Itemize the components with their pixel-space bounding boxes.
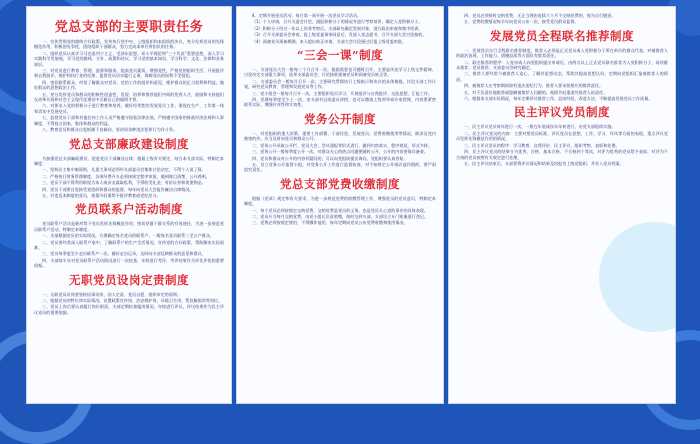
paragraph: 八、教育党员和群众自觉抵制不良倾向，坚决同各种违法犯罪行为作斗争。 <box>42 127 178 133</box>
panel-left <box>26 6 232 404</box>
section-continued <box>456 13 668 25</box>
paragraph: 四、密切联系群众，经常了解群众对党员、党的工作的批评和意见，维护群众的正当权利和利益，做好群众的思想政治工作。 <box>34 79 224 91</box>
panel-right <box>448 6 676 404</box>
paragraph: 三、党小组会一般每月召开一次，主要组织党员学习、开展批评与自我批评、交流思想、汇报工作。 <box>252 90 433 96</box>
paragraph: 二、严格执行财务管理制度，各项经费开支必须按规定程序审批，做到账目清楚、公开透明。 <box>42 173 210 179</box>
paragraph: 三、民主评议党员的程序：学习教育、自我评价、民主评议、组织考察、表彰和处理。 <box>464 142 620 148</box>
paragraph: 一、无职党员设岗要坚持因事设岗、因人定责、党员自愿、组织审定的原则。 <box>42 291 182 297</box>
paragraph: 五、民主评议结束后，支部要将评议情况和结果及时报告上级党组织，并存入党员档案。 <box>464 160 624 166</box>
paragraph: 三、对党员进行教育、管理、监督和服务，提高党员素质，增强党性，严格党的组织生活，开展批评和自我批评，维护和执行党的纪律，监督党员切实履行义务，保障党员的权利不受侵犯。 <box>34 68 224 79</box>
paragraph: 为加强党总支部廉政建设，促进党员干部廉洁自律，根据上级有关规定，结合本支部实际，特制定本制度： <box>34 155 224 166</box>
paragraph: 4、定期开展党员活动，每月第一周开展一次党员学习活动。 <box>252 13 362 18</box>
section-title: 党总支部党费收缴制度 <box>280 176 400 191</box>
paragraph: 四、党课每季度至少上一次，由支部书记或委员讲授，也可以邀请上级领导或专家授课，内容要紧密联系实际，增强针对性和实效性。 <box>244 97 436 108</box>
section-continued <box>244 13 436 44</box>
paragraph: 五、对不负责任地推荐或隐瞒被推荐人问题的，视情节轻重追究推荐人的责任。 <box>464 89 608 95</box>
paragraph: 党员联系户活动是新形势下党员发挥先锋模范作用、密切党群干群关系的有效途径，为进一步规范党员联系户活动，特制定本制度。 <box>34 221 224 232</box>
paragraph: 三、党务公开一般每季度公开一次，对群众关心的热点问题要随时公开，公开的内容要保存备查。 <box>252 149 429 155</box>
section-integrity <box>34 136 224 199</box>
paragraph: （4）预备党员预备期满，本人提出转正申请，支部大会讨论通过后报上级党委审批。 <box>252 38 407 44</box>
section-dues <box>244 176 436 226</box>
paragraph: 六、对要求入党的积极分子进行教育和培养，做好经常性的发展党员工作，重视在生产、工作第一线和青年中发展党员。 <box>34 103 224 114</box>
panel-middle <box>236 6 444 404</box>
section-title: 发展党员全程联名推荐制度 <box>490 28 634 43</box>
paragraph: 三、党员每季度至少走访联系户一次，做好走访记录，及时向支部反映群众的意见和建议。 <box>42 251 206 257</box>
paragraph: 二、党员要经常深入联系户家中，了解联系户的生产生活情况，宣传党的方针政策，帮助解决实际困难。 <box>34 239 224 250</box>
decor-circle-panel <box>599 222 676 332</box>
paragraph: 五、对违反本制度的党员，视情节轻重给予批评教育或党纪处分。 <box>42 192 161 198</box>
paragraph: 一、坚持民主集中制原则，凡重大事项必须经支部委员会集体讨论决定，不得个人说了算。 <box>42 167 206 173</box>
paragraph: 一、对党组织的重大决策、重要工作部署、干部任免、发展党员、党费收缴使用等情况，除涉及党内秘密的外，应当及时向党员和群众公开。 <box>244 130 436 142</box>
section-title: 党务公开制度 <box>304 111 376 126</box>
paragraph: 二、支部委员会一般每月召开一次，主要研究贯彻执行上级指示和决议的具体措施，讨论支部工作计划，研究党员教育、管理和发展党员等工作。 <box>244 78 436 90</box>
paragraph: （2）积极分子经过一年以上培养考察后，支部研究确定发展对象，进行政治审查和集中培训。 <box>252 25 423 31</box>
paragraph: 七、监督党员干部和其他任何工作人员严格遵守国家法律法规，严格遵守国家的财政经济法规和人事制度，不得侵占国家、集体和群众的利益。 <box>34 115 224 126</box>
paragraph: 一、民主评议党员每年进行一次，一般在年底或次年年初进行，由党支部组织实施。 <box>464 124 616 130</box>
section-recommendation <box>456 28 668 102</box>
section-title: 党总支部的主要职责任务 <box>54 20 204 35</box>
paragraph: 根据《党章》规定和有关要求，为进一步规范党费的收缴管理工作，增强党员的党员意识，特制定本制度。 <box>244 195 436 207</box>
paragraph: 四、民主评议党员的结果分为优秀、合格、基本合格、不合格四个等次，对评为优秀的党员给予表彰，对评为不合格的党员按照有关规定进行处理。 <box>456 149 668 160</box>
paragraph: 三、党员干部不得利用职权为本人或亲友谋取私利，不得收受礼金、有价证券和贵重物品。 <box>42 180 206 186</box>
section-title: 党总支部廉政建设制度 <box>69 136 189 151</box>
section-three-meetings <box>244 47 436 108</box>
section-title: “三会一课”制度 <box>296 48 384 63</box>
paragraph: 四、党员干部要自觉接受党组织和群众的监督，每年向党员大会报告廉洁自律情况。 <box>42 186 194 192</box>
paragraph: 二、根据党员的特长和实际情况，设置政策宣传岗、治安维护岗、环境卫生岗、帮扶解困岗等岗位。 <box>42 298 223 303</box>
section-title: 民主评议党员制度 <box>514 105 610 120</box>
paragraph: 一、每个党员必须按规定交纳党费，交纳党费是党员的义务，也是党员关心党的事业的具体表现。 <box>252 207 429 213</box>
paragraph: 二、党务公开采取公开栏、党员大会、会议通报等形式进行，做到内容真实、程序规范、形式多样。 <box>252 142 433 148</box>
section-title: 党员联系户活动制度 <box>75 202 183 217</box>
paragraph: 四、党员必须按时交纳党费，无正当理由连续六个月不交纳党费的，视为自行脱党。 <box>464 13 616 18</box>
paragraph: 二、组织党员认真学习马克思列宁主义、毛泽东思想、邓小平理论和“三个代表”重要思想，深入学习实践科学发展观，学习党的路线、方针、政策和决议，学习党的基本知识，学习科学、文化、法律和业务知识。 <box>34 50 224 67</box>
section-branch-duties <box>34 16 224 133</box>
paragraph: 二、联名推荐的程序：入党申请人向党组织提出申请后，由两名以上正式党员联名推荐为入党积极分子，再经群众推荐、党员推荐、支部委员会研究确定。 <box>456 59 668 71</box>
paragraph: 四、党员和群众对公开的内容有疑问的，可以向党组织提出询问，党组织要认真答复。 <box>252 155 408 161</box>
section-liaison <box>34 201 224 268</box>
paragraph: 二、民主评议党员的内容：主要对照党员标准，评议党员在思想、工作、学习、作风等方面的表现，重点评议党员发挥先锋模范作用的情况。 <box>456 130 668 142</box>
paragraph: 一、支部根据党员的实际情况，合理确定每名党员的联系户，一般每名党员联系三至五户群众。 <box>42 233 214 239</box>
paragraph: 六、根据本支部实际情况，每年定期评议推荐工作，总结经验，改进方法，不断提高发展党员工作质量。 <box>464 96 653 102</box>
paragraph: 一、发展党员实行全程联名推荐制度，推荐人必须是正式党员或入党积极分子所在单位的群众代表，对被推荐人的政治表现、工作能力、道德品质等方面负有推荐责任。 <box>456 47 668 59</box>
paragraph: 一、支部党员大会一般每三个月召开一次，根据需要也可随时召开，主要是传达学习上级文件精神、讨论决定支部重大事项、选举支部委员会、讨论接收预备党员和预备党员转正等。 <box>244 67 436 78</box>
section-openness <box>244 111 436 173</box>
paragraph: （1）个人申请，召开支委会讨论，通报积极分子的情况并进行考察培养，确定入党积极分子。 <box>252 19 423 25</box>
paragraph: 二、党员应当每月交纳党费，由党小组长负责收缴，按时交到支部，支部设立专门账册进行登记。 <box>252 213 429 219</box>
paragraph: 三、推荐人要经常与被推荐人谈心，了解其思想动态，帮助其提高思想认识，定期向党组织汇报被推荐人的情况。 <box>456 71 668 82</box>
section-title: 无职党员设岗定责制度 <box>69 272 189 287</box>
paragraph: 五、设立党务公开监督小组，对党务公开工作进行监督检查，对不按规定公开或弄虚作假的，要严肃追究责任。 <box>244 161 436 173</box>
paragraph: （3）召开支部委员会审查，报上级党委预审同意后，发放入党志愿书，召开支部大会讨论接收。 <box>252 32 427 38</box>
section-evaluation <box>456 104 668 166</box>
paragraph: 五、充分发挥党员和群众的积极性创造性，发现、培养和推荐他们中间的优秀人才，鼓励和支持他们在改革开放和社会主义现代化建设中贡献自己的聪明才智。 <box>34 91 224 103</box>
paragraph: 五、党费收缴情况每半年向党员公布一次，接受党员群众监督。 <box>464 19 579 25</box>
section-posts <box>34 272 224 316</box>
paragraph: 三、党员上岗后要认真履行岗位职责，支部定期检查履岗情况，年终进行评议，评议结果作为民主评议党员的重要依据。 <box>34 304 224 315</box>
paragraph: 三、党费必须按规定使用，不得挪作他用，每年定期向党员公布党费收缴和使用情况。 <box>252 220 408 226</box>
paragraph: 四、被推荐人在考察期间如有违法违纪行为，推荐人要承担相应的推荐责任。 <box>464 83 604 89</box>
paragraph: 四、支部每半年对党员联系户活动情况进行一次检查，年终进行考评，考评结果作为评先评优的重要依据。 <box>34 257 224 269</box>
paragraph: 一、宣传贯彻党的路线方针政策，宣传执行党中央、上级组织和本组织的决议，充分发挥党员的先锋模范作用，积极创先争优，团结组织干部群众，努力完成本单位所担负的任务。 <box>34 39 224 50</box>
